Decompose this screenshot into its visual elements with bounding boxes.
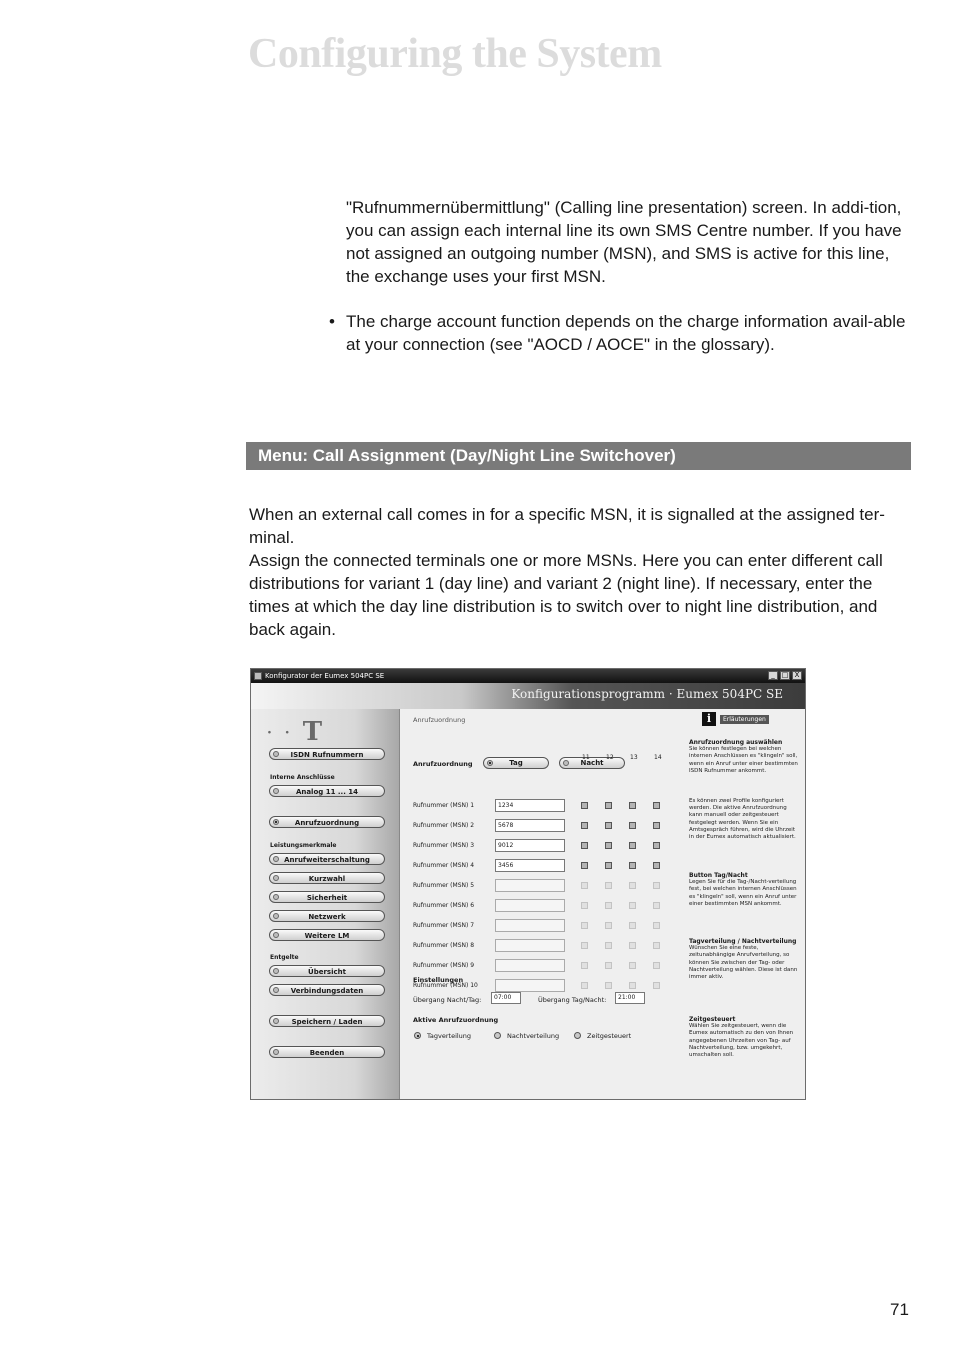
led-active-icon [487,760,493,766]
terminal-checkbox[interactable] [581,802,588,809]
sidebar [251,709,400,1099]
window-title: Konfigurator der Eumex 504PC SE [265,672,385,680]
minimize-button[interactable]: _ [768,671,778,680]
section-heading: Menu: Call Assignment (Day/Night Line Switchover) [246,442,911,470]
terminal-checkbox[interactable] [605,862,612,869]
msn-row [413,819,673,833]
radio-tagverteilung[interactable] [414,1032,421,1039]
led-icon [273,913,279,919]
analog-button[interactable]: Analog 11 ... 14 [269,785,385,797]
maximize-button[interactable]: □ [781,671,789,679]
column-header: 13 [630,754,638,761]
tag-nacht-label: Übergang Tag/Nacht: [538,996,607,1004]
led-icon [273,987,279,993]
led-icon [273,1049,279,1055]
tag-nacht-time-input[interactable]: 21:00 [615,992,645,1004]
msn-row [413,879,673,893]
terminal-checkbox[interactable] [581,922,588,929]
msn-row [413,939,673,953]
isdn-rufnummern-button[interactable]: ISDN Rufnummern [269,748,385,760]
msn-label: Rufnummer (MSN) 6 [413,902,475,909]
msn-input[interactable] [495,879,565,892]
msn-input[interactable] [495,979,565,992]
body-paragraph-2: Assign the connected terminals one or more MSNs. Here you can enter different call distributions for variant 1 (day line) and variant 2 (night line). If necessary, enter the times at which the day line distribution is to switch over to night line distribution, and back again. [249,551,883,639]
msn-input[interactable] [495,959,565,972]
body-paragraph-1: When an external call comes in for a specific MSN, it is signalled at the assigned ter-minal. [249,505,885,547]
terminal-checkbox[interactable] [581,982,588,989]
app-icon [254,672,262,680]
terminal-checkbox[interactable] [653,902,660,909]
terminal-checkbox[interactable] [653,862,660,869]
help-block-zeitgesteuert: Zeitgesteuert Wählen Sie zeitgesteuert, wenn die Eumex automatisch zu den von Ihnen angegebenen Uhrzeiten von Tag- auf Nachtverteilung, bzw. umgekehrt, umschalten soll. [689,1016,794,1059]
terminal-checkbox[interactable] [629,902,636,909]
terminal-checkbox[interactable] [629,942,636,949]
msn-label: Rufnummer (MSN) 1 [413,802,475,809]
help-block-tag-nacht: Button Tag/Nacht Legen Sie für die Tag-/Nacht-verteilung fest, bei welchen internen Anschlüssen es "klingeln" soll, wenn ein Anruf unter einer bestimmten MSN ankommt. [689,872,797,907]
nacht-button[interactable]: Nacht [559,757,625,769]
msn-label: Rufnummer (MSN) 9 [413,962,475,969]
help-header [702,712,802,728]
led-active-icon [273,819,279,825]
aktive-anrufzuordnung-label: Aktive Anrufzuordnung [413,1016,499,1024]
leistungsmerkmale-heading: Leistungsmerkmale [270,842,337,849]
intro-paragraph [346,196,912,288]
terminal-checkbox[interactable] [629,922,636,929]
page-number: 71 [890,1300,909,1319]
msn-input[interactable] [495,899,565,912]
terminal-checkbox[interactable] [581,862,588,869]
kurzwahl-button[interactable]: Kurzwahl [269,872,385,884]
led-icon [563,760,569,766]
column-header: 12 [606,754,614,761]
help-block-verteilung: Tagverteilung / Nachtverteilung Wünschen Sie eine feste, zeitunabhängige Anrufverteilung, so können Sie zwischen der Tag- oder Nachtverteilung wählen. Diese ist dann immer aktiv. [689,938,798,981]
terminal-checkbox[interactable] [605,942,612,949]
einstellungen-label: Einstellungen [413,976,464,984]
msn-label: Rufnummer (MSN) 8 [413,942,475,949]
msn-input[interactable] [495,939,565,952]
led-icon [273,751,279,757]
body-text [249,503,911,641]
nacht-tag-label: Übergang Nacht/Tag: [413,996,482,1004]
msn-label: Rufnummer (MSN) 2 [413,822,475,829]
anrufzuordnung-label: Anrufzuordnung [413,760,473,768]
led-icon [273,894,279,900]
led-icon [273,856,279,862]
terminal-checkbox[interactable] [581,942,588,949]
radio-nachtverteilung[interactable] [494,1032,501,1039]
terminal-checkbox[interactable] [629,882,636,889]
terminal-checkbox[interactable] [629,862,636,869]
page-title: Configuring the System [248,31,662,77]
anrufweiterschaltung-button[interactable]: Anrufweiterschaltung [269,853,385,865]
beenden-button[interactable]: Beenden [269,1046,385,1058]
tag-button[interactable]: Tag [483,757,549,769]
window-titlebar [251,669,805,683]
close-button[interactable]: X [792,671,802,680]
terminal-checkbox[interactable] [653,982,660,989]
terminal-checkbox[interactable] [581,822,588,829]
section-label: Anrufzuordnung [413,716,466,724]
uebersicht-button[interactable]: Übersicht [269,965,385,977]
msn-row [413,859,673,873]
nachtverteilung-label: Nachtverteilung [507,1032,560,1040]
msn-row [413,799,673,813]
msn-row [413,839,673,853]
netzwerk-button[interactable]: Netzwerk [269,910,385,922]
column-header: 11 [582,754,590,761]
led-icon [273,932,279,938]
help-panel [675,709,803,1099]
msn-input[interactable] [495,919,565,932]
column-header: 14 [654,754,662,761]
zeitgesteuert-label: Zeitgesteuert [587,1032,632,1040]
terminal-checkbox[interactable] [605,882,612,889]
weitere-lm-button[interactable]: Weitere LM [269,929,385,941]
terminal-checkbox[interactable] [605,822,612,829]
tagverteilung-label: Tagverteilung [427,1032,472,1040]
terminal-checkbox[interactable] [653,842,660,849]
intro-text: "Rufnummernübermittlung" (Calling line presentation) screen. In addi-tion, you can assign each internal line its own SMS Centre number. If you have not assigned an outgoing number (MSN), and SMS is active for this line, the exchange uses your first MSN. [346,198,902,286]
header-title: Konfigurationsprogramm · Eumex 504PC SE [511,687,783,701]
terminal-checkbox[interactable] [629,842,636,849]
speichern-laden-button[interactable]: Speichern / Laden [269,1015,385,1027]
msn-label: Rufnummer (MSN) 5 [413,882,475,889]
interne-anschluesse-heading: Interne Anschlüsse [270,774,335,781]
terminal-checkbox[interactable] [653,802,660,809]
terminal-checkbox[interactable] [653,942,660,949]
anrufzuordnung-button[interactable]: Anrufzuordnung [269,816,385,828]
terminal-checkbox[interactable] [629,962,636,969]
led-icon [273,875,279,881]
erlaeuterungen-button[interactable]: Erläuterungen [720,715,769,724]
main-panel [401,709,671,1099]
bullet-symbol: • [329,312,335,331]
msn-label: Rufnummer (MSN) 3 [413,842,475,849]
bullet-item [329,310,912,356]
msn-input[interactable]: 1234 [495,799,565,812]
bullet-text: The charge account function depends on the charge information avail-able at your connection (see "AOCD / AOCE" in the glossary). [346,312,906,354]
terminal-checkbox[interactable] [629,982,636,989]
terminal-checkbox[interactable] [653,882,660,889]
led-icon [273,1018,279,1024]
help-block-anrufzuordnung: Anrufzuordnung auswählen Sie können festlegen bei welchen internen Anschlüssen es "klingeln" soll, wenn ein Anruf unter einer bestimmten ISDN Rufnummer ankommt. [689,739,798,774]
radio-zeitgesteuert[interactable] [574,1032,581,1039]
terminal-checkbox[interactable] [605,902,612,909]
msn-input[interactable]: 9012 [495,839,565,852]
msn-row [413,959,673,973]
terminal-checkbox[interactable] [605,842,612,849]
msn-label: Rufnummer (MSN) 10 [413,982,478,989]
terminal-checkbox[interactable] [581,902,588,909]
nacht-tag-time-input[interactable]: 07:00 [491,992,521,1004]
terminal-checkbox[interactable] [581,882,588,889]
terminal-checkbox[interactable] [653,822,660,829]
terminal-checkbox[interactable] [629,802,636,809]
msn-input[interactable]: 5678 [495,819,565,832]
terminal-checkbox[interactable] [605,922,612,929]
led-icon [273,968,279,974]
info-icon[interactable]: i [702,712,716,726]
msn-input[interactable]: 3456 [495,859,565,872]
entgelte-heading: Entgelte [270,954,299,961]
msn-row [413,899,673,913]
led-icon [273,788,279,794]
help-block-profile: Es können zwei Profile konfiguriert werden. Die aktive Anrufzuordnung kann manuell oder zeitgesteuert festgelegt werden. Wenn Sie ein Amtsgespräch führen, wird die Uhrzeit in der Eumex automatisch aktualisiert. [689,798,796,841]
terminal-checkbox[interactable] [653,922,660,929]
terminal-checkbox[interactable] [581,842,588,849]
verbindungsdaten-button[interactable]: Verbindungsdaten [269,984,385,996]
configurator-window [250,668,806,1100]
terminal-checkbox[interactable] [605,962,612,969]
msn-label: Rufnummer (MSN) 4 [413,862,475,869]
terminal-checkbox[interactable] [605,982,612,989]
telekom-logo: · · T [267,717,323,747]
msn-row [413,919,673,933]
terminal-checkbox[interactable] [629,822,636,829]
sicherheit-button[interactable]: Sicherheit [269,891,385,903]
terminal-checkbox[interactable] [581,962,588,969]
terminal-checkbox[interactable] [605,802,612,809]
header-band [251,683,805,709]
msn-label: Rufnummer (MSN) 7 [413,922,475,929]
terminal-checkbox[interactable] [653,962,660,969]
